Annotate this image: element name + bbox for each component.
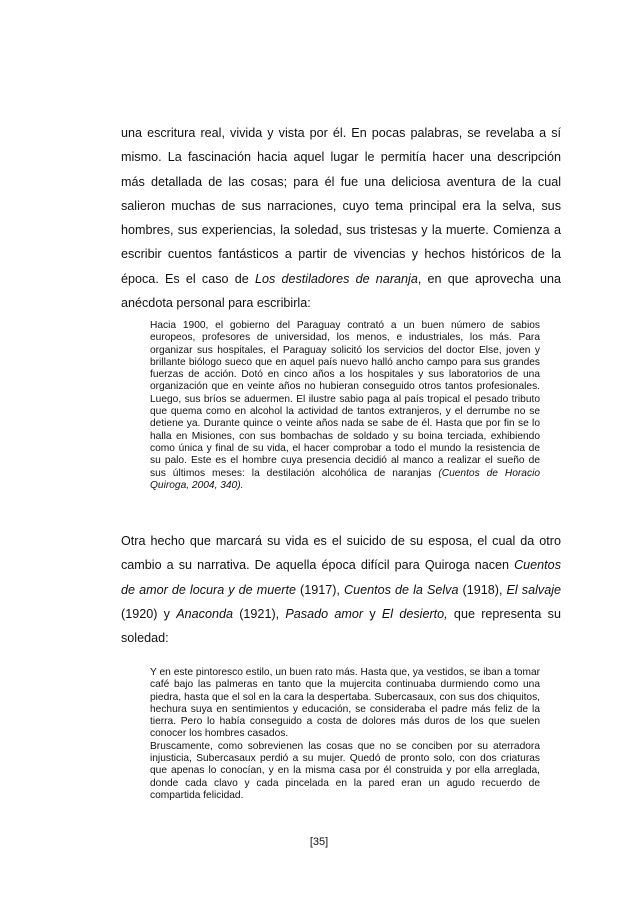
book-title-anaconda: Anaconda: [176, 606, 233, 621]
block-quote-1-text: Hacia 1900, el gobierno del Paraguay contrató a un buen número de sabios europeos, profesores de universidad, los menos, e industriales, los más. Para organizar sus hospitales, el Paraguay solicitó los servicios del doctor Else, joven y brillante biólogo sueco que en aquel país nuevo halló ancho campo para sus grandes fuerzas de acción. Dotó en cinco años a los hospitales y sus laboratorios de una organización que en veinte años no hubieran conseguido otros tantos profesionales. Luego, sus bríos se aduermen. El ilustre sabio paga al país tropical el pesado tributo que quema como en alcohol la actividad de tantos extranjeros, y el derrumbe no se detiene ya. Durante quince o veinte años nada se sabe de él. Hasta que por fin se lo halla en Misiones, con sus bombachas de soldado y su boina terciada, exhibiendo como única y final de su vida, el hacer comprobar a todo el mundo la resistencia de su palo. Este es el hombre cuya presencia decidió al manco a realizar el sueño de sus últimos meses: la destilación alcohólica de naranjas: [150, 320, 540, 479]
block-quote-1: [150, 320, 540, 492]
book-title-el-desierto: El desierto,: [381, 606, 448, 621]
paragraph-1: [121, 121, 561, 315]
block-quote-2-paragraph-2: Bruscamente, como sobrevienen las cosas que no se conciben por su aterradora injusticia, Subercasaux perdió a su mujer. Quedó de pronto solo, con dos criaturas que apenas lo conocían, y en la misma casa por él construida y por ella arreglada, donde cada clavo y cada pincelada en la pared eran un agudo recuerdo de compartida felicidad.: [150, 740, 540, 801]
paragraph-2-text-2: (1917),: [295, 582, 345, 597]
paragraph-2-text-1: Otra hecho que marcará su vida es el suicido de su esposa, el cual da otro cambio a su narrativa. De aquella época difícil para Quiroga nacen: [121, 534, 561, 573]
block-quote-1-citation: (Cuentos de Horacio Quiroga, 2004, 340).: [150, 467, 540, 491]
block-quote-2-paragraph-1: Y en este pintoresco estilo, un buen rato más. Hasta que, ya vestidos, se iban a tomar café bajo las palmeras en tanto que la mujercita continuaba durmiendo como una piedra, hasta que el sol en la cara la despertaba. Subercasaux, con sus dos chiquitos, hechura suya en sentimientos y educación, se consideraba el padre más feliz de la tierra. Pero lo había conseguido a costa de dolores más duros de los que suelen conocer los hombres casados.: [150, 667, 540, 740]
paragraph-1-text-a: una escritura real, vivida y vista por él. En pocas palabras, se revelaba a sí mismo. La fascinación hacia aquel lugar le permitía hacer una descripción más detallada de las cosas; para él fue una deliciosa aventura de la cual salieron muchas de sus narraciones, cuyo tema principal era la selva, sus hombres, sus experiencias, la soledad, sus tristesas y la muerte. Comienza a escribir cuentos fantásticos a partir de vivencias y hechos históricos de la época. Es el caso de: [121, 126, 561, 286]
block-quote-2: [150, 667, 540, 802]
paragraph-2-text-4: (1920) y: [121, 606, 177, 621]
book-title-el-salvaje: El salvaje: [506, 582, 562, 597]
paragraph-2-text-3: (1918),: [458, 582, 507, 597]
paragraph-2-text-5: (1921),: [232, 606, 286, 621]
book-title-cuentos-de-amor: Cuentos de amor de locura y de muerte: [121, 558, 561, 597]
book-title-cuentos-de-la-selva: Cuentos de la Selva: [344, 582, 459, 597]
paragraph-2-text-7: que representa su soledad:: [121, 606, 561, 646]
paragraph-1-text-b: , en que aprovecha una anécdota personal para escribirla:: [121, 271, 562, 311]
paragraph-2-text-6: y: [363, 606, 382, 621]
page-number: [35]: [309, 836, 329, 848]
book-title-pasado-amor: Pasado amor: [285, 606, 364, 621]
paragraph-2: [121, 529, 561, 650]
book-title-destiladores: Los destiladores de naranja: [254, 271, 418, 286]
